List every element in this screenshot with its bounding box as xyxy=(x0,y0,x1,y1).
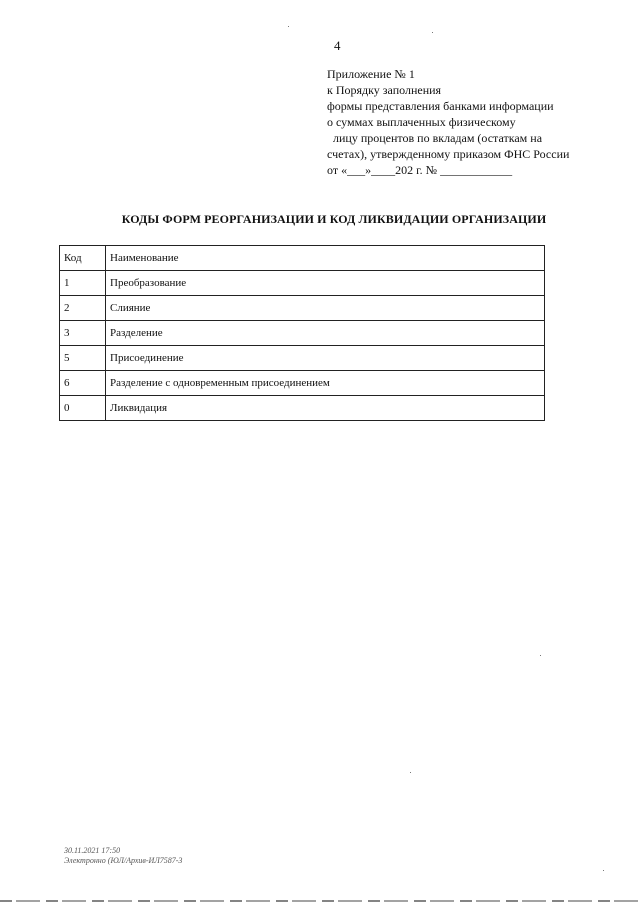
scan-edge-artifact xyxy=(0,900,640,902)
row-code: 3 xyxy=(60,321,106,346)
page-number: 4 xyxy=(334,38,341,53)
appendix-line: формы представления банками информации xyxy=(327,99,554,113)
stamp-reference: Электронно (ЮЛ/Архив-ИЛ7587-3 xyxy=(64,856,183,865)
electronic-stamp xyxy=(64,846,182,866)
row-code: 2 xyxy=(60,296,106,321)
appendix-line: от «___»____202 г. № ____________ xyxy=(327,163,513,177)
document-title: КОДЫ ФОРМ РЕОРГАНИЗАЦИИ И КОД ЛИКВИДАЦИИ ОРГАНИЗАЦИИ xyxy=(121,212,547,226)
row-name: Преобразование xyxy=(106,271,545,296)
appendix-line: о суммах выплаченных физическому xyxy=(327,115,516,129)
table-row xyxy=(60,346,545,371)
table-row xyxy=(60,396,545,421)
table-row xyxy=(60,296,545,321)
row-name: Слияние xyxy=(106,296,545,321)
codes-table xyxy=(59,245,545,421)
row-code: 1 xyxy=(60,271,106,296)
table-row xyxy=(60,271,545,296)
appendix-line: счетах), утвержденному приказом ФНС России xyxy=(327,147,570,161)
row-code: 0 xyxy=(60,396,106,421)
appendix-line: Приложение № 1 xyxy=(327,67,415,81)
row-name: Присоединение xyxy=(106,346,545,371)
header-code: Код xyxy=(60,246,106,271)
scan-speck xyxy=(288,26,289,27)
appendix-line: лицу процентов по вкладам (остаткам на xyxy=(333,131,543,145)
appendix-line: к Порядку заполнения xyxy=(327,83,442,97)
table-row xyxy=(60,371,545,396)
header-name: Наименование xyxy=(106,246,545,271)
stamp-datetime: 30.11.2021 17:50 xyxy=(64,846,121,855)
appendix-header xyxy=(327,66,597,178)
row-code: 5 xyxy=(60,346,106,371)
row-name: Ликвидация xyxy=(106,396,545,421)
scan-speck xyxy=(603,870,604,871)
table-header-row xyxy=(60,246,545,271)
scan-speck xyxy=(432,32,433,33)
scan-speck xyxy=(540,655,541,656)
row-name: Разделение xyxy=(106,321,545,346)
scan-speck xyxy=(410,772,411,773)
row-code: 6 xyxy=(60,371,106,396)
row-name: Разделение с одновременным присоединением xyxy=(106,371,545,396)
table-row xyxy=(60,321,545,346)
